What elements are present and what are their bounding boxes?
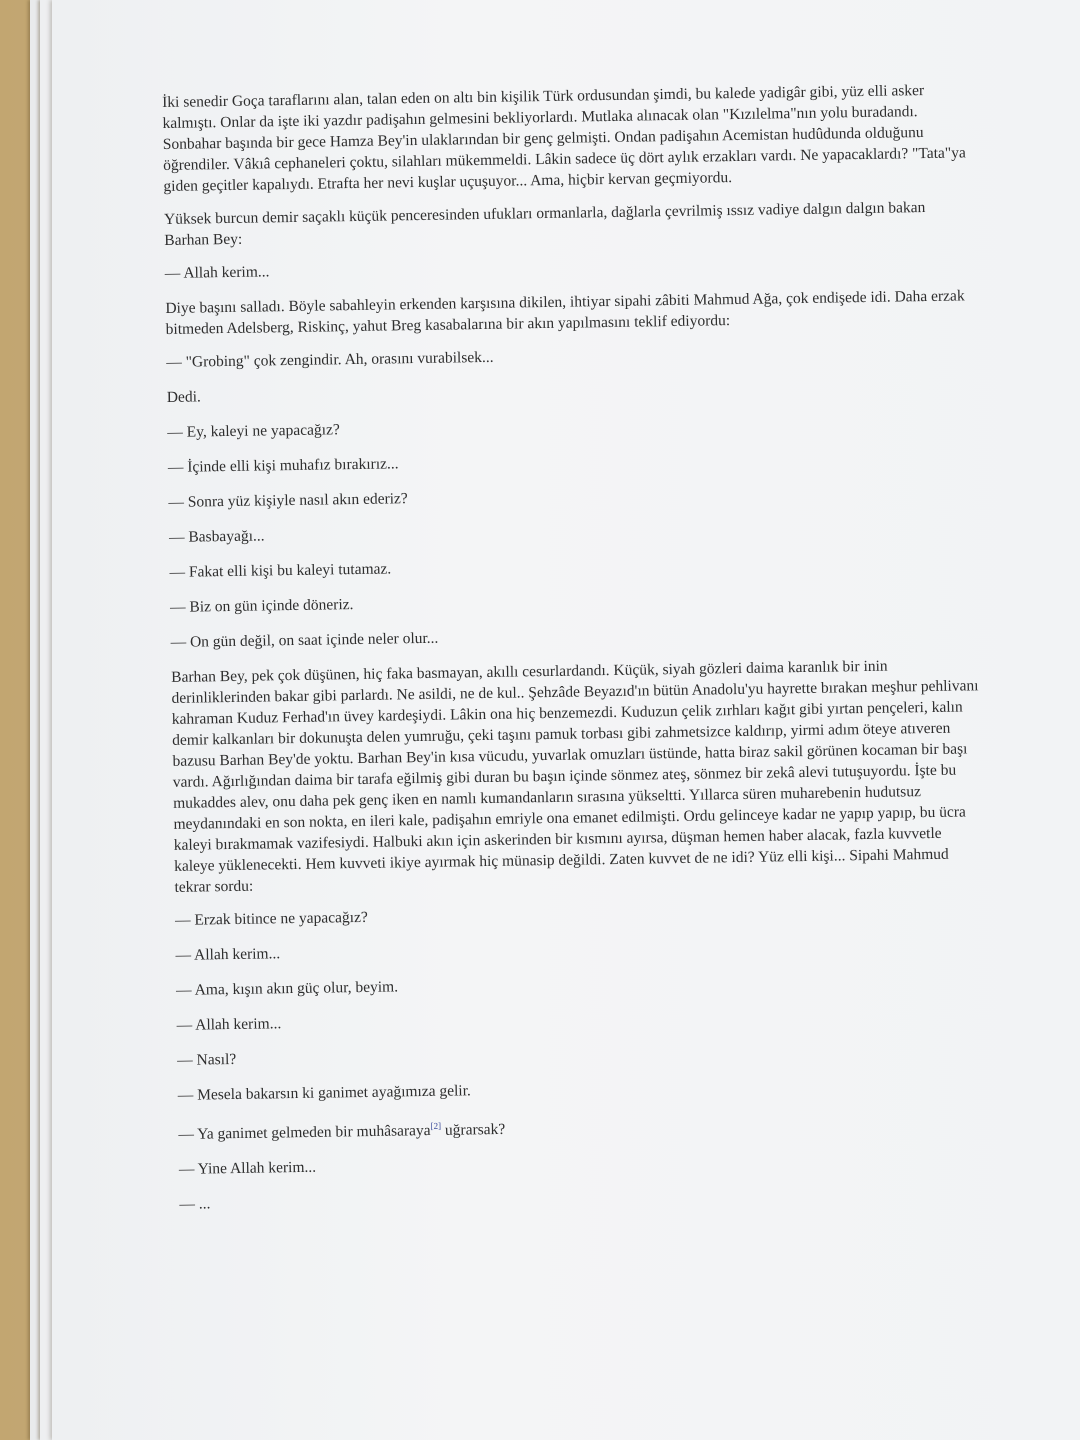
dialogue-line: — Allah kerim... — [164, 263, 270, 282]
dialogue-text: uğrarsak? — [440, 1120, 506, 1139]
footnote-reference[interactable]: [2] — [430, 1120, 442, 1131]
dialogue-line: — Biz on gün içinde döneriz. — [169, 596, 354, 616]
dialogue-line: — Ama, kışın akın güç olur, beyim. — [175, 978, 399, 999]
paragraph: Diye başını salladı. Böyle sabahleyin erkenden karşısına dikilen, ihtiyar sipahi zâbiti Mahmud Ağa, çok endişede idi. Daha erzak bitmeden Adelsberg, Riskinç, yahut Breg kasabalarına bir akın yapılmasını teklif ediyordu: — [165, 287, 965, 338]
dialogue-line: — ... — [179, 1195, 211, 1214]
dialogue-line: — Erzak bitince ne yapacağız? — [174, 908, 368, 929]
dialogue-line: — Mesela bakarsın ki ganimet ayağımıza gelir. — [177, 1082, 471, 1104]
paper-page — [52, 0, 1080, 1440]
dialogue-line: — İçinde elli kişi muhafız bırakırız... — [167, 455, 399, 476]
dialogue-line: — Allah kerim... — [176, 1015, 282, 1034]
page-text — [162, 79, 990, 1229]
dialogue-line: — Fakat elli kişi bu kaleyi tutamaz. — [169, 560, 392, 581]
dialogue-line-with-footnote — [178, 1107, 988, 1145]
dialogue-line: — Yine Allah kerim... — [178, 1158, 317, 1179]
dialogue-line: — Ey, kaleyi ne yapacağız? — [167, 421, 340, 441]
dialogue-line: — Sonra yüz kişiyle nasıl akın ederiz? — [168, 490, 408, 511]
paragraph: Barhan Bey, pek çok düşünen, hiç faka basmayan, akıllı cesurlardandı. Küçük, siyah gözleri daima karanlık bir inin derinliklerinden bakar gibi parlardı. Ne asildi, ne de kul.. Şehzâde Beyazıd'ın bütün Anadolu'yu hayrette bırakan meşhur pehlivanı kahraman Kuduz Ferhad'ın üvey kardeşiydi. Lâkin ona hiç benzemezdi. Kuduzun çelik zırhları kağıt gibi yırtan pençeleri, kalın demir kalkanları bir dokunuşta delen yumruğu, çeki taşını pamuk torbası gibi zahmetsizce kaldırıp, yirmi adım öteye atıveren bazusu Barhan Bey'de yoktu. Barhan Bey'in kısa vücudu, yuvarlak omuzları üstünde, hatta biraz sakil görünen kocaman bir başı vardı. Ağırlığından daima bir tarafa eğilmiş gibi duran bu başın içinde sönmez ateş, sönmez bir zekâ alevi tutuşuyordu. İşte bu mukaddes alev, onu daha pek genç iken en namlı kumandanların sırasına yükseltti. Yıllarca süren muharebenin hudutsuz meydanındaki en son nokta, en ileri kale, padişahın emriyle ona emanet edilmişti. Ordu gelinceye kadar ne yapıp yapıp, bu ücra kaleyi bırakmamak vazifesiydi. Halbuki akın için askerinden bir kısmını ayırsa, düşman hemen haber alacak, fazla kuvvetle kaleye yüklenecekti. Hem kuvveti ikiye ayırmak hiç münasip değildi. Zaten kuvvet de ne idi? Yüz elli kişi... Sipahi Mahmud tekrar sordu: — [171, 657, 979, 896]
paragraph: İki senedir Goça taraflarını alan, talan eden on altı bin kişilik Türk ordusundan şimdi, bu kalede yadigâr gibi, yüz elli asker kalmıştı. Onlar da işte iki yazdır padişahın gelmesini bekliyorlardı. Mutlaka alınacak olan "Kızılelma"nın yolu buradandı. Sonbahar başında bir gece Hamza Bey'in ulaklarından bir genç gelmişti. Ondan padişahın Acemistan hudûdunda olduğunu öğrendiler. Vâkıâ cephaneleri çoktu, silahları mükemmeldi. Lâkin sadece üç dört aylık erzakları vardı. Ne yapacaklardı? "Tata"ya giden geçitler kapalıydı. Etrafta her nevi kuşlar uçuşuyor... Ama, hiçbir kervan geçmiyordu. — [162, 82, 966, 195]
dialogue-line: — Allah kerim... — [175, 945, 281, 964]
dialogue-line: — Basbayağı... — [168, 527, 265, 546]
dialogue-line: — "Grobing" çok zengindir. Ah, orasını vurabilsek... — [166, 348, 494, 371]
dialogue-line: — Nasıl? — [177, 1050, 237, 1069]
dialogue-text: — Ya ganimet gelmeden bir muhâsaraya — [178, 1122, 431, 1144]
dialogue-line: — On gün değil, on saat içinde neler olur... — [170, 629, 439, 651]
paragraph: Yüksek burcun demir saçaklı küçük penceresinden ufukları ormanlarla, dağlarla çevrilmiş ıssız vadiye dalgın dalgın bakan Barhan Bey: — [163, 199, 926, 249]
dialogue-line: Dedi. — [166, 388, 201, 406]
